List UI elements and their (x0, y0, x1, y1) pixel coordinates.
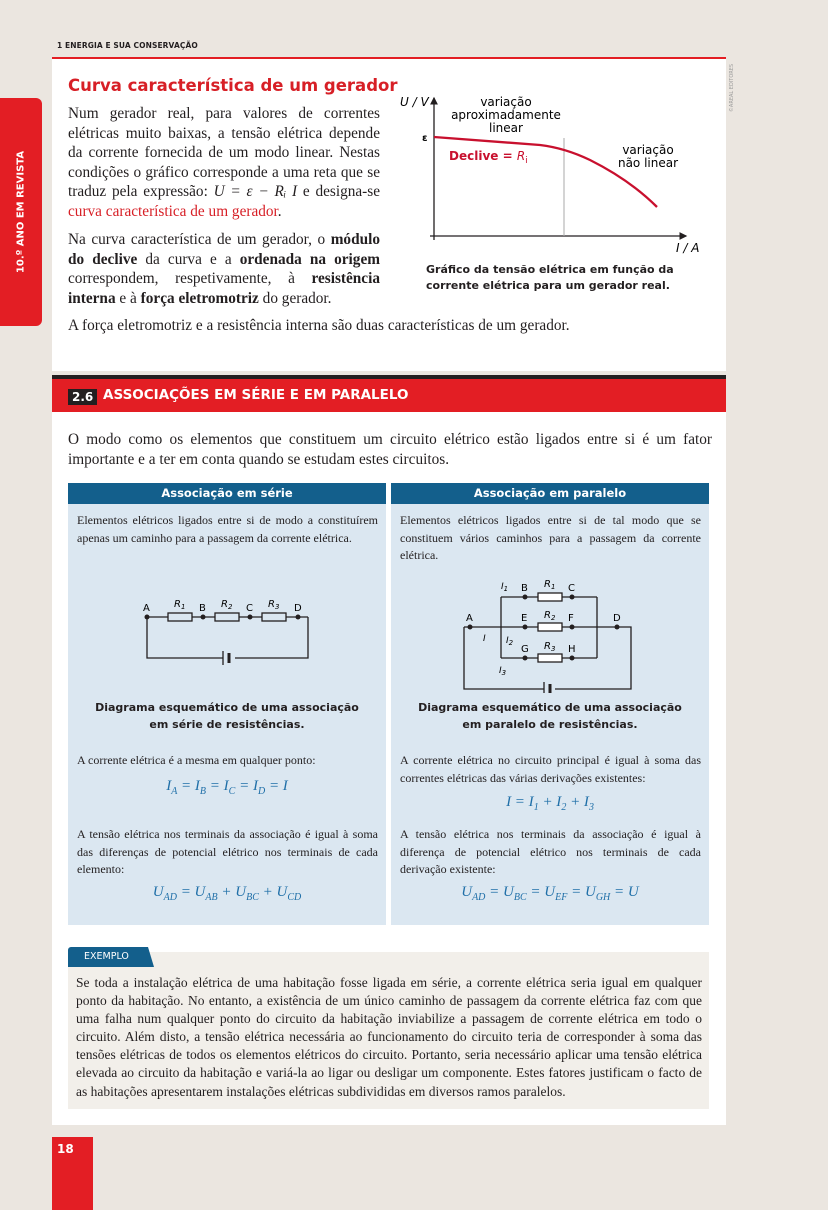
node-label: B (199, 603, 206, 614)
text: correspondem, respetivamente, à (68, 270, 312, 288)
section-heading: ASSOCIAÇÕES EM SÉRIE E EM PARALELO (103, 387, 409, 403)
current-label: I (483, 634, 486, 644)
example-label: EXEMPLO (68, 947, 148, 967)
parallel-column (391, 483, 709, 925)
series-definition: Elementos elétricos ligados entre si de modo a constituírem apenas um caminho para a passagem da corrente elétrica. (77, 513, 378, 545)
series-voltage-text: A tensão elétrica nos terminais da associação é igual à soma das diferenças de potencial elétrico nos terminais de cada elemento: (77, 827, 378, 876)
nonlinear-label: variação (622, 143, 674, 157)
bold-term: módulo do declive (68, 231, 380, 268)
header-divider (52, 57, 726, 59)
bold-term: ordenada na origem (239, 250, 380, 268)
text: da curva e a (137, 250, 240, 268)
copyright (725, 58, 739, 118)
section-title: Curva característica de um gerador (68, 76, 398, 95)
series-header: Associação em série (68, 483, 386, 504)
node-label: D (294, 603, 302, 614)
section-intro: O modo como os elementos que constituem um circuito elétrico estão ligados entre si é um fator importante e a ter em conta quando se estudam estes circuitos. (68, 431, 712, 468)
section-number: 2.6 (68, 389, 97, 405)
node-label: E (521, 613, 528, 624)
resistor-label: $R_1$ (544, 579, 556, 591)
resistor-label: $R_1$ (174, 599, 186, 611)
node-label: H (568, 644, 576, 655)
resistor-label: $R_2$ (221, 599, 233, 611)
paragraph-characteristic-curve (68, 104, 380, 222)
caption-line: Diagrama esquemático de uma associação (95, 701, 359, 714)
node-label: G (521, 644, 529, 655)
text: do gerador. (258, 289, 332, 307)
resistor-r3 (262, 613, 286, 621)
running-header: 1 ENERGIA E SUA CONSERVAÇÃO (57, 41, 198, 50)
resistor-r2 (215, 613, 239, 621)
page-number: 18 (52, 1137, 93, 1210)
node-label: D (613, 613, 621, 624)
parallel-current-equation: $I = I_1 + I_2 + I_3$ (506, 794, 594, 813)
caption-line: em paralelo de resistências. (462, 718, 638, 731)
formula: U = ε − Rᵢ I (213, 183, 298, 201)
example-text: Se toda a instalação elétrica de uma habitação fosse ligada em série, a corrente elétrica seria igual em qualquer ponto da habitação. No entanto, a existência de um único caminho de passagem da corrente elétrica faz com que uma falha num qualquer ponto do circuito da habitação inviabilize a passagem de corrente elétrica em todo o circuito. Além disto, a tensão elétrica necessária ao funcionamento do circuito teria de corresponder à soma das tensões elétricas de todos os elementos elétricos do circuito. Portanto, seria necessário aplicar uma tensão elétrica elevada ao circuito da habitação e variá-la ao ligar ou desligar um componente. Estes fatores justificam o facto de as habitações apresentarem instalações elétricas subdivididas em diversos ramos paralelos. (76, 975, 702, 1099)
text: Num gerador real, para valores de correntes elétricas muito baixas, a tensão elétrica depende da corrente fornecida de um modo linear. Nestas condições o gráfico corresponde a uma reta que se traduz pela expressão: (68, 105, 380, 201)
current-label: $I_3$ (499, 666, 507, 677)
highlight-term: curva característica de um gerador (68, 202, 278, 220)
series-voltage-equation: $U_{AD} = U_{AB} + U_{BC} + U_{CD}$ (152, 884, 302, 903)
resistor-r1 (168, 613, 192, 621)
series-current-equation: $I_A = I_B = I_C = I_D = I$ (166, 778, 288, 797)
graph-caption: Gráfico da tensão elétrica em função da corrente elétrica para um gerador real. (426, 263, 674, 292)
parallel-voltage-equation: $U_{AD} = U_{BC} = U_{EF} = U_{GH} = U$ (461, 884, 639, 903)
node-label: C (246, 603, 253, 614)
slope-label: Declive = $R_i$ (449, 149, 528, 166)
parallel-circuit-diagram (461, 573, 641, 693)
text: Na curva característica de um gerador, o (68, 231, 331, 248)
copyright-text: ©AREAL EDITORES (729, 63, 735, 113)
bold-term: força eletromotriz (140, 289, 259, 307)
resistor-label: $R_3$ (268, 599, 280, 611)
parallel-current-text: A corrente elétrica no circuito principal é igual à soma das correntes elétricas das várias derivações existentes: (400, 753, 701, 785)
linear-label: aproximadamente (451, 108, 561, 122)
caption-line: Diagrama esquemático de uma associação (418, 701, 682, 714)
side-tab (0, 98, 42, 326)
text: . (277, 202, 282, 220)
node-label: A (143, 603, 150, 614)
series-current-text: A corrente elétrica é a mesma em qualquer ponto: (77, 753, 316, 767)
node-label: F (568, 613, 574, 624)
parallel-voltage-text: A tensão elétrica nos terminais da associação é igual à diferença de potencial elétrico nos terminais de cada derivação existente: (400, 827, 701, 876)
linear-label: linear (489, 121, 523, 135)
side-tab-label: 10.º ANO EM REVISTA (15, 150, 27, 274)
bold-term: resistência interna (68, 270, 380, 307)
series-diagram-caption (68, 699, 386, 733)
resistor-label: $R_3$ (544, 641, 556, 653)
caption-line: em série de resistências. (149, 718, 305, 731)
node-label: C (568, 583, 575, 594)
parallel-diagram-caption (391, 699, 709, 733)
resistor-label: $R_2$ (544, 610, 556, 622)
text: e designa-se (297, 183, 381, 201)
node-label: A (466, 613, 473, 624)
parallel-header: Associação em paralelo (391, 483, 709, 504)
epsilon-label: ε (422, 133, 428, 144)
generator-curve-graph (400, 90, 720, 258)
paragraph-slope (68, 230, 380, 308)
series-column (68, 483, 386, 925)
nonlinear-label: não linear (617, 156, 679, 170)
y-axis-label: U / V (400, 95, 429, 109)
parallel-definition: Elementos elétricos ligados entre si de tal modo que se constituem vários caminhos para a passagem da corrente elétrica. (400, 513, 701, 562)
x-axis-label: I / A (676, 241, 700, 255)
paragraph-summary: A força eletromotriz e a resistência interna são duas características de um gerador. (68, 317, 570, 334)
current-label: $I_2$ (506, 636, 514, 647)
text: e à (115, 289, 141, 307)
current-label: $I_1$ (501, 582, 509, 593)
node-label: B (521, 583, 528, 594)
series-circuit-diagram (128, 591, 328, 671)
linear-label: variação (480, 95, 532, 109)
